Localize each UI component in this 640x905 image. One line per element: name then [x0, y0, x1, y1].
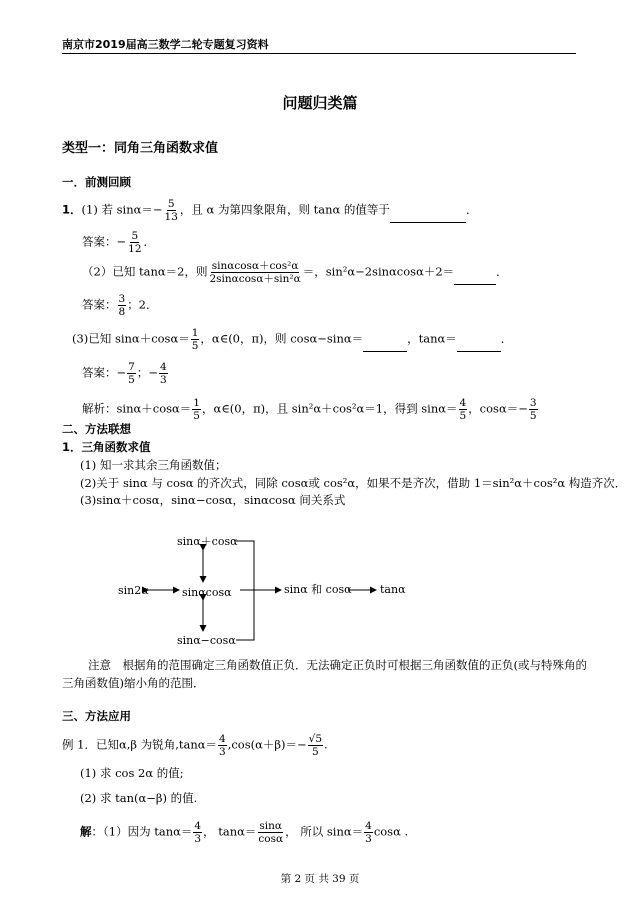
method-2: (2)关于 sinα 与 cosα 的齐次式，同除 cosα或 cos²α，如果不是齐次，借助 1＝sin²α＋cos²α 构造齐次．: [80, 476, 627, 490]
node-product: sinαcosα: [182, 586, 232, 599]
answer-1-3: 答案：− $\frac{7}{5}$ ；− $\frac{4}{3}$: [82, 361, 167, 386]
section-heading-1: 一．前测回顾: [62, 175, 131, 189]
section-heading-3: 三、方法应用: [62, 709, 131, 723]
header-rule: [62, 53, 576, 54]
solution: 解：（1）因为 tanα＝ $\frac{4}{3}$ ， tanα＝ $\frac{\sin\alpha}{\cos\alpha}$ ， 所以 sinα＝ $\frac{4}{3}$ cosα .: [80, 820, 409, 845]
answer-blank: [363, 339, 407, 352]
page-title: 问题归类篇: [282, 94, 358, 112]
page-footer: 第 2 页 共 39 页: [280, 873, 360, 885]
section-heading-2: 二、方法联想: [62, 422, 131, 436]
question-1-3: (3)已知 sinα＋cosα＝ $\frac{1}{5}$ ，α∈(0，π)，则 cosα−sinα＝ ，tanα＝ ．: [72, 327, 513, 352]
answer-blank: [454, 272, 496, 285]
answer-1-1: 答案：− $\frac{5}{12}$ ．: [82, 230, 156, 255]
example-1: 例 1．已知α,β 为锐角,tanα＝ $\frac{4}{3}$ ,cos(α＋β)＝− $\frac{√5}{5}$ .: [62, 733, 328, 758]
node-tan: tanα: [380, 583, 406, 596]
relation-diagram: [0, 520, 640, 650]
node-sin-and-cos: sinα 和 cosα: [284, 583, 352, 596]
answer-1-2: 答案： $\frac{3}{8}$ ；2．: [82, 293, 158, 318]
note-line-1: 注意 根据角的范围确定三角函数值正负．无法确定正负时可根据三角函数值的正负(或与特殊角的: [88, 658, 587, 672]
question-1-2: （2）已知 tanα＝2，则 $\frac{\text{sinαcosα＋cos²α}}{\text{2sinαcosα＋sin²α}}$ ＝，sin²α−2sinαcosα＋2＝ ．: [82, 260, 508, 285]
subheading-1: 1．三角函数求值: [62, 440, 151, 454]
node-difference: sinα−cosα: [177, 634, 236, 647]
method-1: (1) 知一求其余三角函数值；: [80, 458, 227, 472]
analysis: 解析：sinα＋cosα＝ $\frac{1}{5}$ ，α∈(0，π)，且 sin²α＋cos²α＝1，得到 sinα＝ $\frac{4}{5}$ ，cosα＝− $\frac{3}{5}$: [82, 397, 537, 422]
example-1-part-1: (1) 求 cos 2α 的值;: [80, 766, 184, 780]
page-header: 南京市2019届高三数学二轮专题复习资料: [62, 38, 269, 51]
type-heading: 类型一：同角三角函数求值: [62, 141, 219, 156]
method-3: (3)sinα＋cosα，sinα−cosα，sinαcosα 间关系式: [80, 493, 346, 507]
answer-blank: [457, 339, 501, 352]
node-sin2a: sin2α: [118, 584, 149, 597]
note-line-2: 三角函数值)缩小角的范围．: [62, 676, 205, 690]
answer-blank: [390, 210, 466, 223]
example-1-part-2: (2) 求 tan(α−β) 的值.: [80, 791, 198, 805]
node-sum: sinα＋cosα: [177, 535, 238, 548]
question-1-1: 1．(1) 若 sinα＝− $\frac{5}{13}$ ，且 α 为第四象限角，则 tanα 的值等于 ．: [62, 198, 478, 223]
